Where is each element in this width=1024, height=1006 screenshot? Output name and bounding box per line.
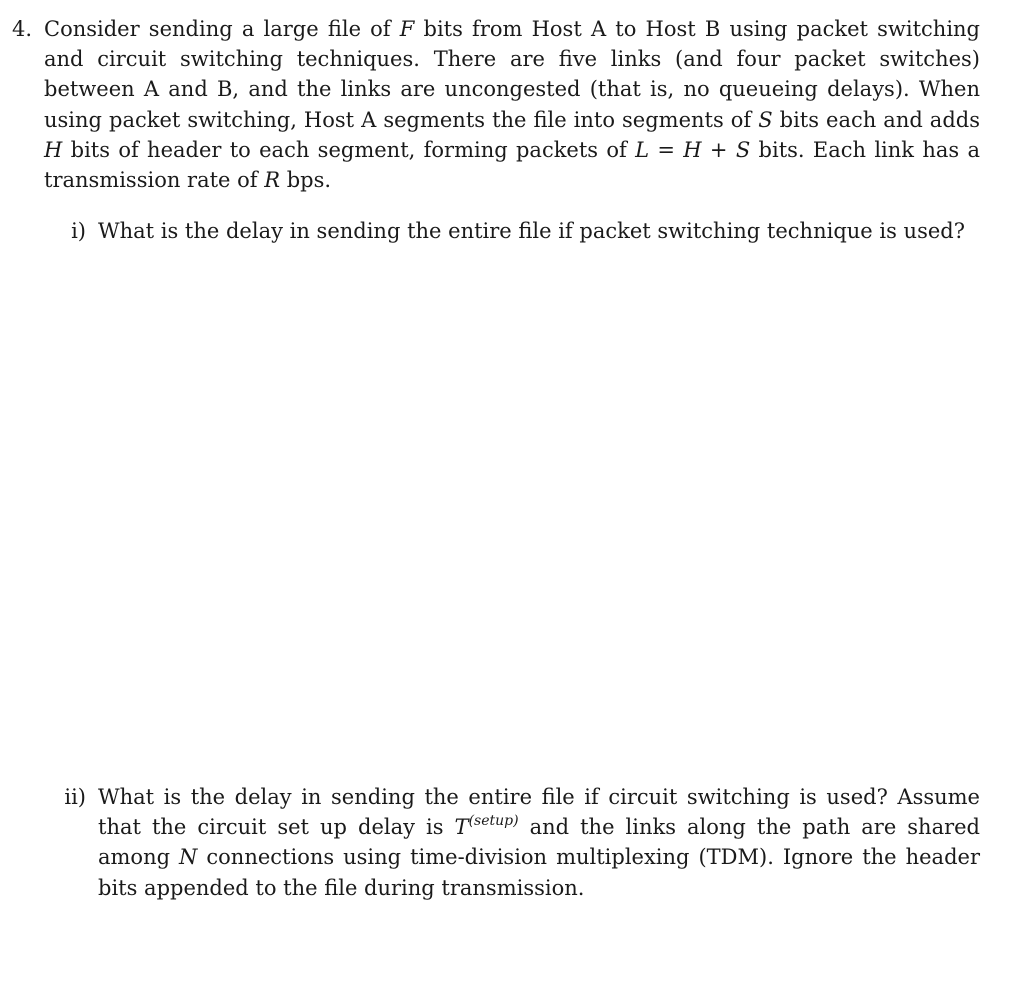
text-run: Consider sending a large file of [44,17,400,41]
text-run: bits of header to each segment, forming packets of [62,137,636,162]
part-ii [56,782,980,903]
math-variable: H [44,137,63,162]
text-run: connections using time-division multiplexing (TDM). Ignore the header bits appended to the file during transmission. [98,845,980,900]
part-ii-question [98,782,980,903]
text-run: What is the delay in sending the entire file if packet switching technique is used? [98,219,965,243]
text-run: bps. [280,168,332,193]
math-variable: S [758,107,773,132]
text-run: and the links along the path are shared among [98,815,981,870]
text-run: bits each and adds [772,107,980,132]
text-run: = [649,137,684,162]
math-variable: T [454,815,469,840]
part-i-question [98,216,980,246]
text-run: What is the delay in sending the entire file if circuit switching is used? Assume that the circuit set up delay is [98,785,980,840]
answer-space-i [56,260,980,770]
math-variable: F [399,17,415,41]
text-run: bits. Each link has a transmission rate of [44,137,980,193]
math-superscript: (setup) [468,813,519,830]
text-run: + [701,137,736,162]
part-i-label: i) [71,219,86,243]
part-ii-label: ii) [64,785,86,809]
problem-number: 4. [12,17,33,41]
math-variable: R [264,168,281,193]
problem-statement [12,14,980,195]
math-variable: N [179,845,198,870]
text-run: bits from Host A to Host B using packet switching and circuit switching techniques. There are five links (and four packet switches) between A and B, and the links are uncongested (that is, no queueing delays). When using packet switching, Host A segments the file into segments of [44,17,981,132]
math-variable: S [735,137,751,162]
part-i [56,216,980,246]
problem-intro [44,14,980,195]
math-variable: H [683,137,702,162]
problem-4 [12,14,980,195]
math-variable: L [635,137,650,162]
